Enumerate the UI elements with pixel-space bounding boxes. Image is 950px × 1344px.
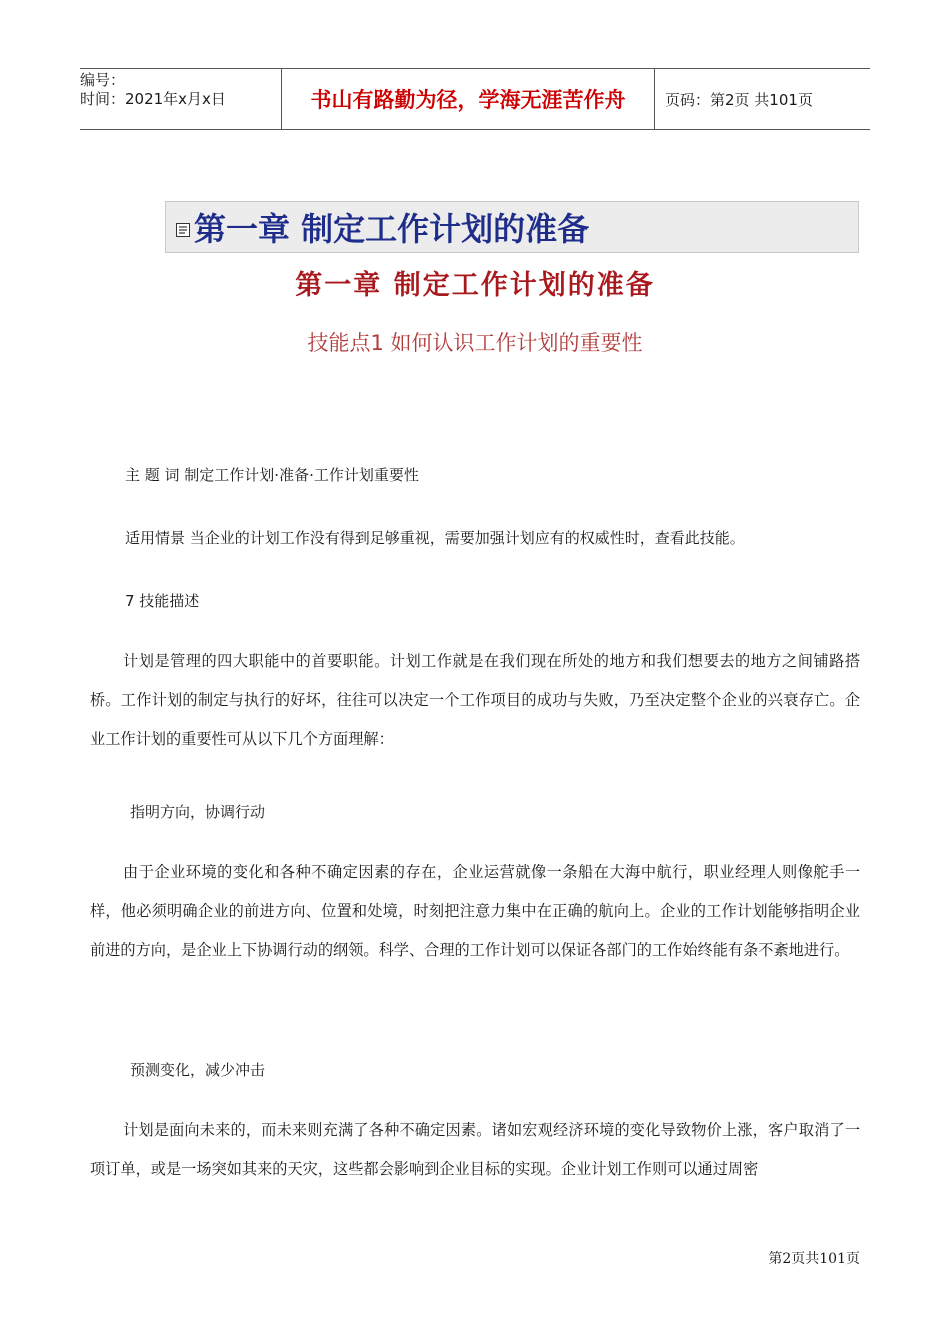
header-meta: [80, 69, 282, 129]
paragraph-1: 计划是管理的四大职能中的首要职能。计划工作就是在我们现在所处的地方和我们想要去的地方之间铺路搭桥。工作计划的制定与执行的好坏，往往可以决定一个工作项目的成功与失败，乃至决定整个企业的兴衰存亡。企业工作计划的重要性可从以下几个方面理解：: [90, 652, 860, 748]
document-date: 时间：2021年x月x日: [80, 90, 226, 108]
paragraph-2: 由于企业环境的变化和各种不确定因素的存在，企业运营就像一条船在大海中航行，职业经理人则像舵手一样，他必须明确企业的前进方向、位置和处境，时刻把注意力集中在正确的航向上。企业的工作计划能够指明企业前进的方向，是企业上下协调行动的纲领。科学、合理的工作计划可以保证各部门的工作始终能有条不紊地进行。: [90, 863, 860, 959]
paragraph-3: 计划是面向未来的，而未来则充满了各种不确定因素。诸如宏观经济环境的变化导致物价上涨，客户取消了一项订单，或是一场突如其来的天灾，这些都会影响到企业目标的实现。企业计划工作则可以通过周密: [90, 1121, 860, 1178]
theme-line: 主 题 词 制定工作计划·准备·工作计划重要性: [125, 466, 419, 484]
header-page-info: 页码：第2页 共101页: [665, 90, 813, 109]
toc-entry[interactable]: [165, 201, 859, 253]
subheading-1: 指明方向，协调行动: [130, 803, 266, 821]
page-header: [80, 68, 870, 130]
skill-title: 技能点1 如何认识工作计划的重要性: [307, 331, 643, 355]
header-motto: 书山有路勤为径，学海无涯苦作舟: [282, 69, 655, 129]
chapter-title: 第一章 制定工作计划的准备: [295, 270, 655, 301]
toc-entry-icon: [176, 223, 190, 237]
section-label: 7 技能描述: [125, 592, 200, 610]
scenario-line: 适用情景 当企业的计划工作没有得到足够重视，需要加强计划应有的权威性时，查看此技能。: [125, 529, 745, 547]
toc-entry-title: 第一章 制定工作计划的准备: [194, 210, 590, 248]
page-footer: 第2页共101页: [768, 1251, 860, 1267]
document-number-label: 编号：: [80, 71, 126, 89]
subheading-2: 预测变化，减少冲击: [130, 1061, 266, 1079]
